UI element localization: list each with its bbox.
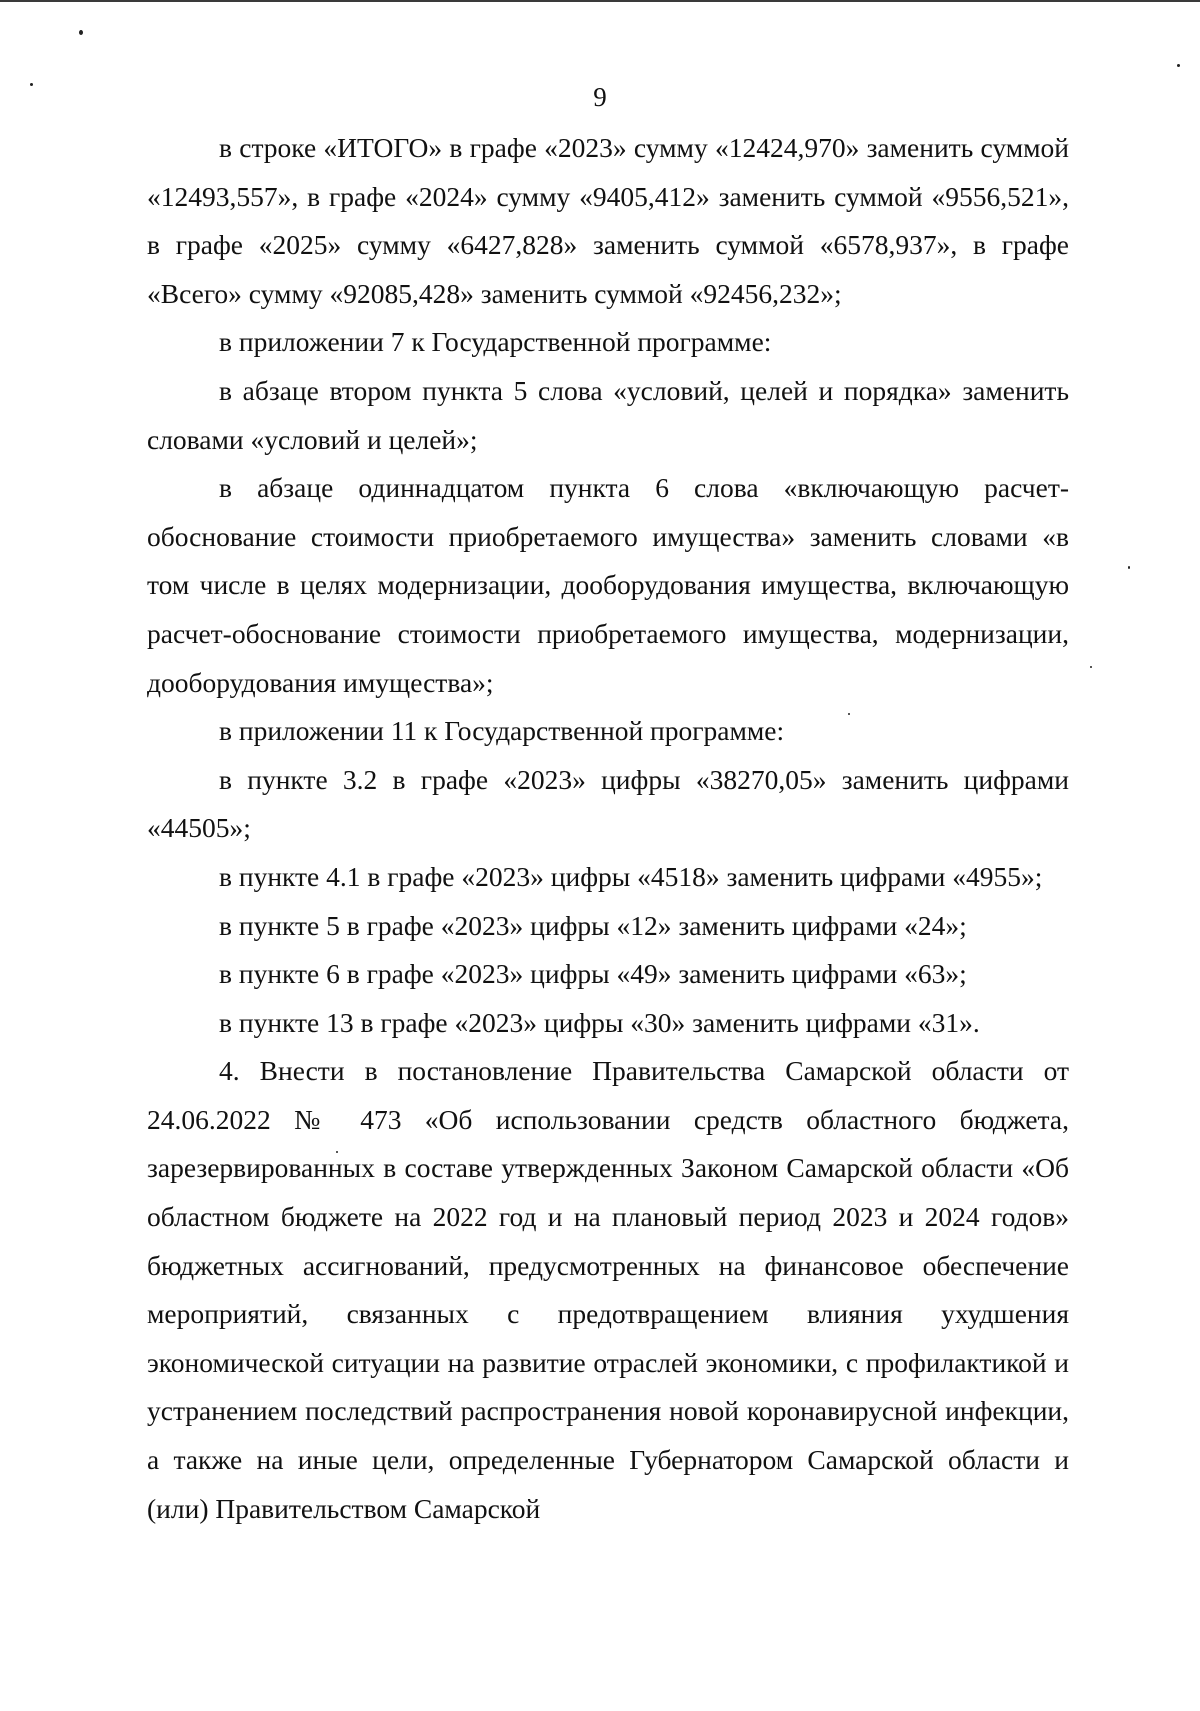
scan-speck	[1090, 666, 1092, 668]
paragraph-appendix-7: в приложении 7 к Государственной программе:	[219, 326, 772, 358]
document-body	[147, 124, 1069, 1533]
scan-speck	[1177, 64, 1180, 67]
scan-speck	[79, 30, 83, 35]
paragraph-item-3-2: в пункте 3.2 в графе «2023» цифры «38270,05» заменить цифрами «44505»;	[147, 763, 1069, 844]
paragraph-item-6-words: в абзаце одиннадцатом пункта 6 слова «включающую расчет-обоснование стоимости приобретаемого имущества» заменить словами «в том числе в целях модернизации, дооборудования имущества, включающую расчет-обоснование стоимости приобретаемого имущества, модернизации, дооборудования имущества»;	[147, 472, 1069, 698]
paragraph-item-6: в пункте 6 в графе «2023» цифры «49» заменить цифрами «63»;	[219, 958, 967, 990]
scan-speck	[1128, 566, 1130, 569]
paragraph-appendix-11: в приложении 11 к Государственной программе:	[219, 715, 785, 747]
page-number: 9	[593, 82, 607, 112]
paragraph-item-5: в пункте 5 в графе «2023» цифры «12» заменить цифрами «24»;	[219, 909, 967, 941]
paragraph-item-5-words: в абзаце втором пункта 5 слова «условий, целей и порядка» заменить словами «условий и целей»;	[147, 374, 1069, 455]
paragraph-itogo-sums: в строке «ИТОГО» в графе «2023» сумму «12424,970» заменить суммой «12493,557», в графе «2024» сумму «9405,412» заменить суммой «9556,521», в графе «2025» сумму «6427,828» заменить суммой «6578,937», в графе «Всего» сумму «92085,428» заменить суммой «92456,232»;	[147, 132, 1069, 309]
paragraph-item-13: в пункте 13 в графе «2023» цифры «30» заменить цифрами «31».	[219, 1006, 980, 1038]
paragraph-section-4: 4. Внести в постановление Правительства Самарской области от 24.06.2022 № 473 «Об использовании средств областного бюджета, зарезервированных в составе утвержденных Законом Самарской области «Об областном бюджете на 2022 год и на плановый период 2023 и 2024 годов» бюджетных ассигнований, предусмотренных на финансовое обеспечение мероприятий, связанных с предотвращением влияния ухудшения экономической ситуации на развитие отраслей экономики, с профилактикой и устранением последствий распространения новой коронавирусной инфекции, а также на иные цели, определенные Губернатором Самарской области и (или) Правительством Самарской	[147, 1055, 1069, 1524]
scan-edge-line	[0, 0, 1200, 2]
paragraph-item-4-1: в пункте 4.1 в графе «2023» цифры «4518» заменить цифрами «4955»;	[219, 860, 1043, 892]
